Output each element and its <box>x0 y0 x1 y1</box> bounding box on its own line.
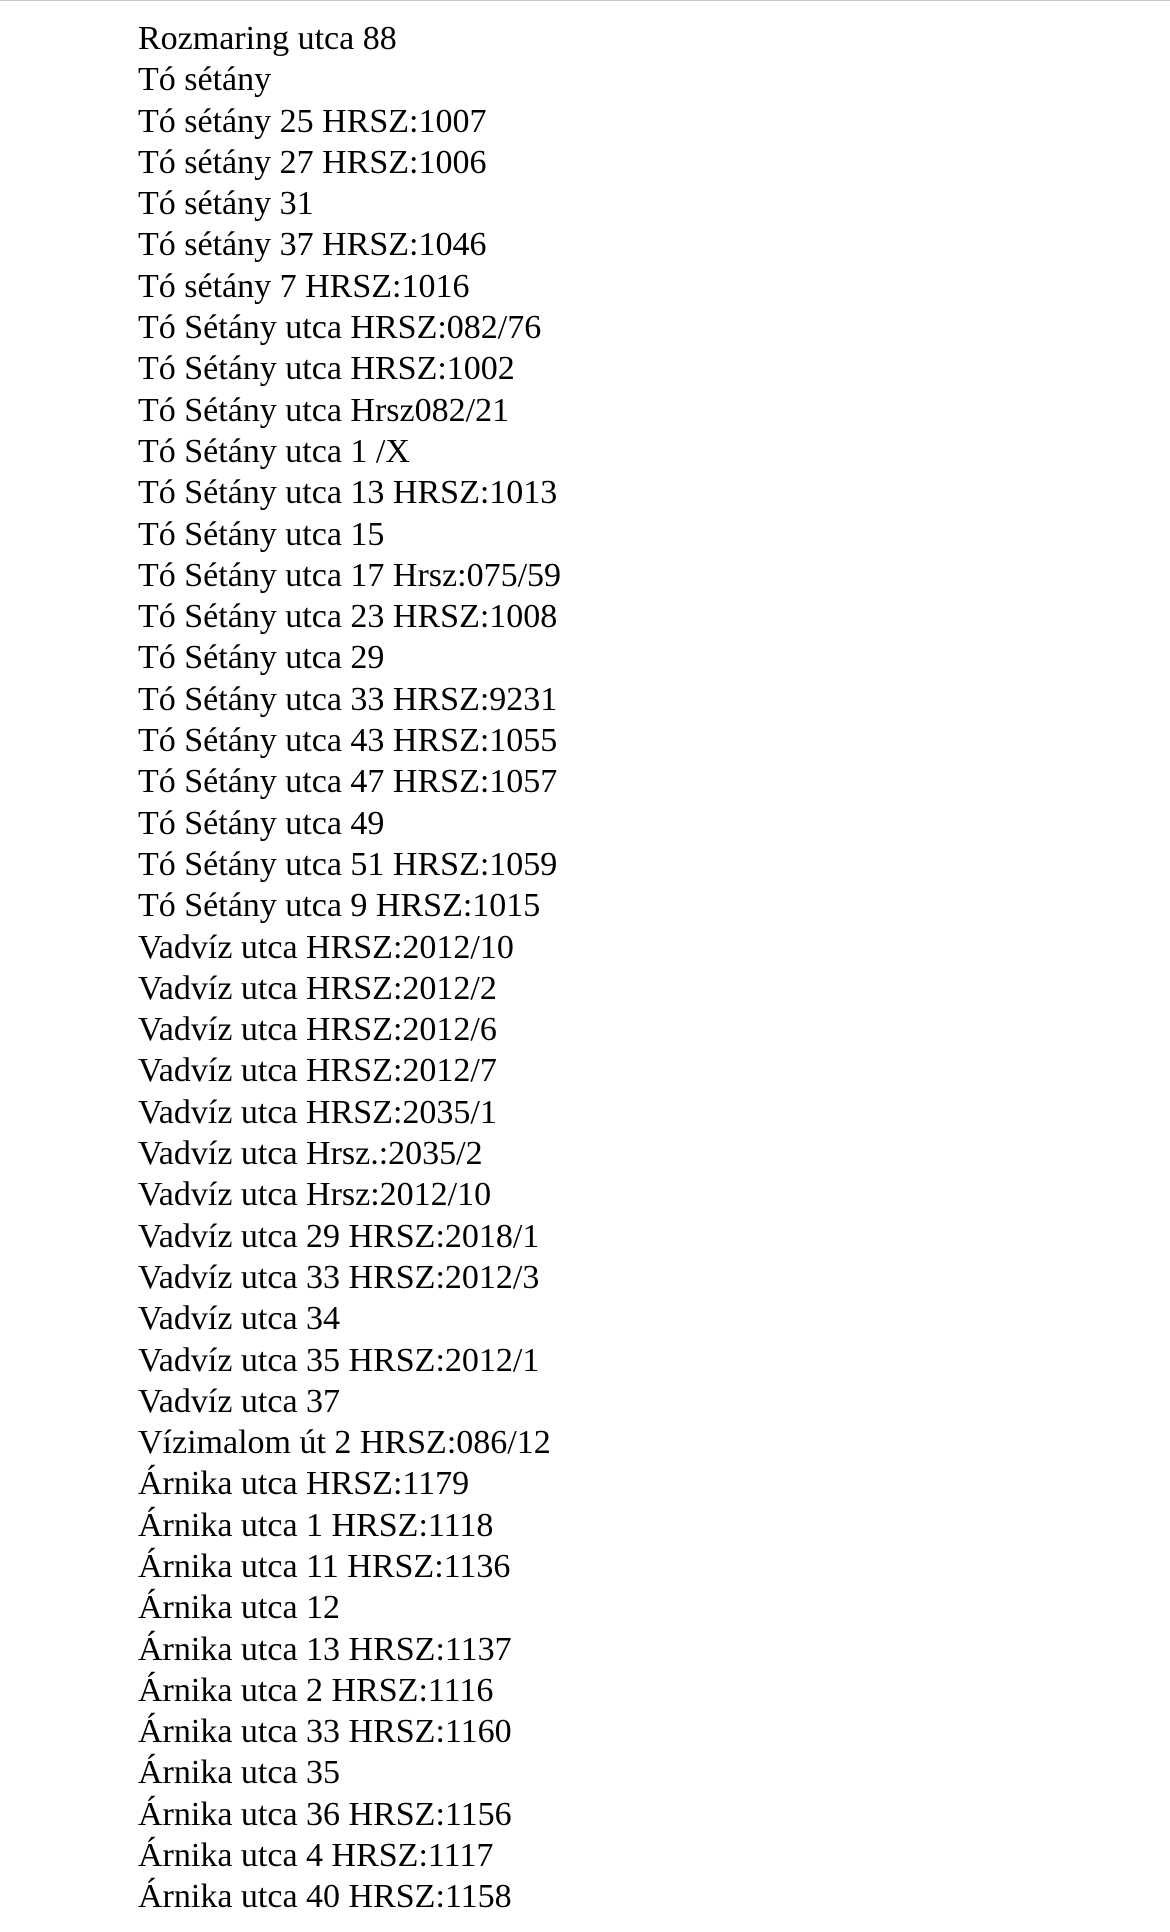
address-item: Tó Sétány utca 51 HRSZ:1059 <box>138 845 558 883</box>
top-divider <box>0 0 1170 1</box>
address-item: Árnika utca 2 HRSZ:1116 <box>138 1671 494 1709</box>
address-item: Árnika utca 33 HRSZ:1160 <box>138 1713 512 1751</box>
address-item: Tó sétány 31 <box>138 185 314 223</box>
address-item: Tó Sétány utca 47 HRSZ:1057 <box>138 763 558 801</box>
address-item: Tó Sétány utca 17 Hrsz:075/59 <box>138 556 562 594</box>
address-item: Tó Sétány utca 43 HRSZ:1055 <box>138 722 558 760</box>
address-item: Árnika utca 12 <box>138 1589 341 1627</box>
address-item: Tó Sétány utca 49 <box>138 804 385 842</box>
address-item: Tó Sétány utca HRSZ:082/76 <box>138 309 542 347</box>
address-item: Árnika utca 4 HRSZ:1117 <box>138 1837 494 1875</box>
address-item: Vadvíz utca Hrsz:2012/10 <box>138 1176 492 1214</box>
address-item: Tó Sétány utca 29 <box>138 639 385 677</box>
address-item: Árnika utca 11 HRSZ:1136 <box>138 1547 511 1585</box>
address-item: Árnika utca 1 HRSZ:1118 <box>138 1506 494 1544</box>
address-item: Vadvíz utca HRSZ:2035/1 <box>138 1093 497 1131</box>
address-item: Tó Sétány utca 9 HRSZ:1015 <box>138 887 541 925</box>
address-item: Vadvíz utca 37 <box>138 1382 341 1420</box>
address-item: Tó Sétány utca HRSZ:1002 <box>138 350 515 388</box>
address-item: Tó sétány 7 HRSZ:1016 <box>138 267 470 305</box>
address-item: Tó sétány 27 HRSZ:1006 <box>138 143 487 181</box>
address-item: Árnika utca 36 HRSZ:1156 <box>138 1795 512 1833</box>
address-item: Tó Sétány utca 33 HRSZ:9231 <box>138 680 558 718</box>
address-item: Árnika utca 13 HRSZ:1137 <box>138 1630 512 1668</box>
address-item: Vízimalom út 2 HRSZ:086/12 <box>138 1424 551 1462</box>
address-item: Rozmaring utca 88 <box>138 20 397 57</box>
address-item: Vadvíz utca 35 HRSZ:2012/1 <box>138 1341 540 1379</box>
address-item: Árnika utca 40 HRSZ:1158 <box>138 1878 512 1916</box>
address-item: Tó sétány <box>138 61 272 99</box>
address-item: Vadvíz utca HRSZ:2012/6 <box>138 1011 497 1049</box>
address-item: Vadvíz utca Hrsz.:2035/2 <box>138 1135 483 1173</box>
address-item: Tó sétány 25 HRSZ:1007 <box>138 102 487 140</box>
address-item: Vadvíz utca HRSZ:2012/2 <box>138 969 497 1007</box>
address-item: Vadvíz utca HRSZ:2012/10 <box>138 928 514 966</box>
address-item: Vadvíz utca 29 HRSZ:2018/1 <box>138 1217 540 1255</box>
address-item: Tó Sétány utca 1 /X <box>138 432 410 470</box>
address-item: Árnika utca 35 <box>138 1754 341 1792</box>
address-item: Árnika utca HRSZ:1179 <box>138 1465 470 1503</box>
address-item: Tó Sétány utca 13 HRSZ:1013 <box>138 474 558 512</box>
address-item: Tó Sétány utca 15 <box>138 515 385 553</box>
address-list <box>138 18 561 1918</box>
address-item: Tó sétány 37 HRSZ:1046 <box>138 226 487 264</box>
address-item: Tó Sétány utca Hrsz082/21 <box>138 391 510 429</box>
address-item: Vadvíz utca HRSZ:2012/7 <box>138 1052 497 1090</box>
address-item: Vadvíz utca 34 <box>138 1300 341 1338</box>
address-item: Vadvíz utca 33 HRSZ:2012/3 <box>138 1258 540 1296</box>
address-item: Tó Sétány utca 23 HRSZ:1008 <box>138 598 558 636</box>
